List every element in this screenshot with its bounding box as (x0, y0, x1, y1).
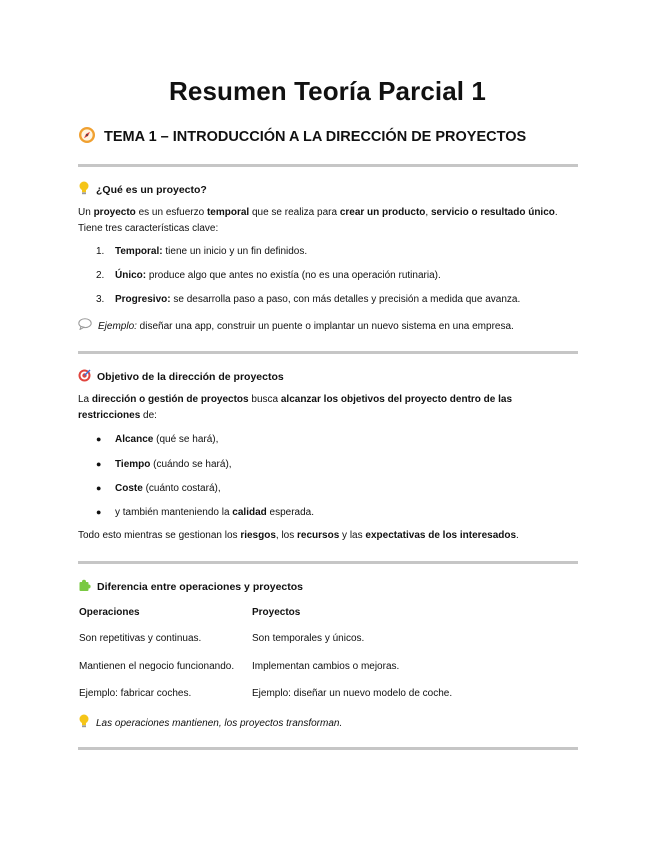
list-item: ● Coste (cuánto costará), (96, 483, 221, 494)
paragraph-caracteristicas: Tiene tres características clave: (78, 223, 219, 234)
table-cell: Ejemplo: diseñar un nuevo modelo de coche. (252, 688, 453, 699)
compass-icon (78, 126, 96, 148)
puzzle-icon (78, 579, 91, 595)
list-item: ● y también manteniendo la calidad esperada. (96, 507, 315, 518)
list-item: 3. Progresivo: se desarrolla paso a paso, con más detalles y precisión a medida que avanza. (96, 294, 521, 305)
paragraph-definicion: Un proyecto es un esfuerzo temporal que se realiza para crear un producto, servicio o resultado único. (78, 207, 558, 218)
tema-heading-text: TEMA 1 – INTRODUCCIÓN A LA DIRECCIÓN DE PROYECTOS (104, 129, 527, 145)
note-line: Las operaciones mantienen, los proyectos transforman. (78, 714, 342, 733)
tema-heading (78, 126, 526, 148)
example-line: Ejemplo: diseñar una app, construir un puente o implantar un nuevo sistema en una empresa. (78, 318, 514, 335)
table-cell: Son repetitivas y continuas. (79, 633, 202, 644)
section-heading-que-es: ¿Qué es un proyecto? (78, 181, 207, 198)
paragraph-objetivo-cont: restricciones de: (78, 410, 157, 421)
paragraph-objetivo: La dirección o gestión de proyectos busca alcanzar los objetivos del proyecto dentro de las (78, 394, 513, 405)
lightbulb-icon (78, 181, 90, 198)
table-cell: Son temporales y únicos. (252, 633, 365, 644)
target-icon (78, 369, 91, 385)
section-heading-diferencia: Diferencia entre operaciones y proyectos (78, 579, 303, 595)
paragraph-gestion: Todo esto mientras se gestionan los riesgos, los recursos y las expectativas de los interesados. (78, 530, 519, 541)
list-item: 1. Temporal: tiene un inicio y un fin definidos. (96, 246, 308, 257)
table-cell: Implementan cambios o mejoras. (252, 661, 400, 672)
section-divider (78, 351, 578, 354)
table-header: Operaciones (79, 607, 140, 618)
lightbulb-icon (78, 714, 90, 733)
section-heading-objetivo: Objetivo de la dirección de proyectos (78, 369, 284, 385)
table-header: Proyectos (252, 607, 301, 618)
table-cell: Mantienen el negocio funcionando. (79, 661, 235, 672)
list-item: ● Tiempo (cuándo se hará), (96, 459, 232, 470)
section-divider (78, 747, 578, 750)
list-item: 2. Único: produce algo que antes no existía (no es una operación rutinaria). (96, 270, 441, 281)
list-item: ● Alcance (qué se hará), (96, 434, 219, 445)
section-divider (78, 561, 578, 564)
section-divider (78, 164, 578, 167)
speech-bubble-icon (78, 318, 92, 335)
table-cell: Ejemplo: fabricar coches. (79, 688, 192, 699)
document-title: Resumen Teoría Parcial 1 (169, 76, 486, 106)
